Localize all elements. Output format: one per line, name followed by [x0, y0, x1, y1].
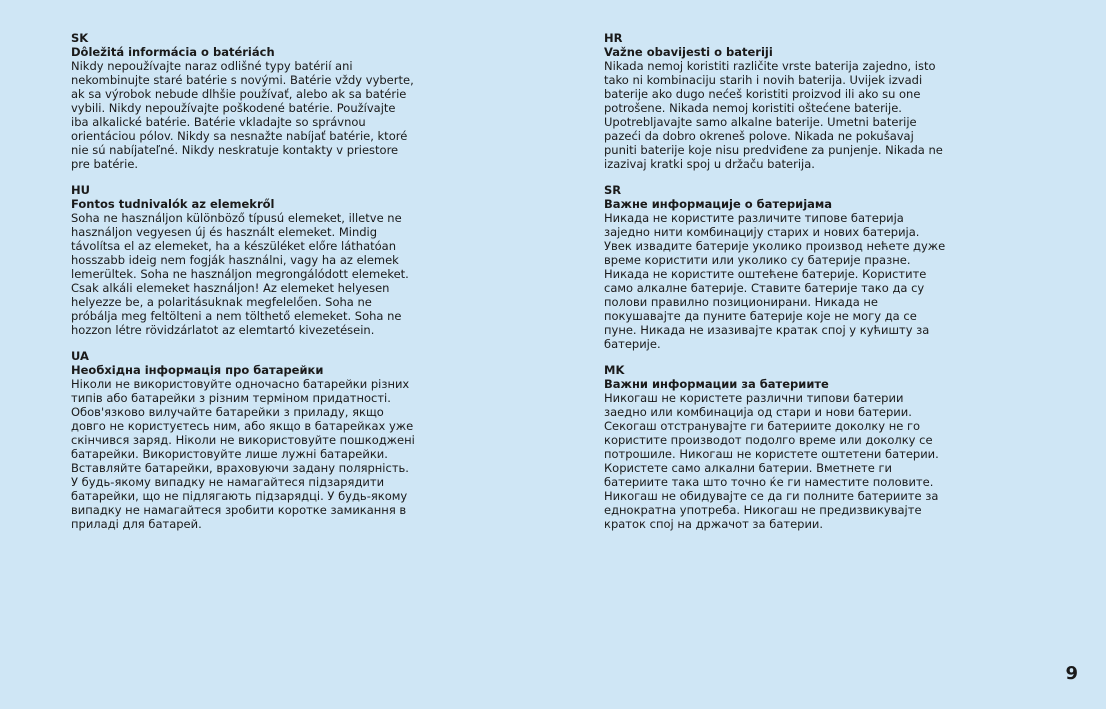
section-body: Ніколи не використовуйте одночасно батарейки різних типів або батарейки з різним терміном придатності. Обов'язково вилучайте батарейки з приладу, якщо довго не користуєтесь ним, або якщо в батарейках уже скінчився заряд. Ніколи не використовуйте пошкоджені батарейки. Використовуйте лише лужні батарейки. Вставляйте батарейки, враховуючи задану полярність. У будь-якому випадку не намагайтеся підзарядити батарейки, що не підлягають підзарядці. У будь-якому випадку не намагайтеся зробити коротке замикання в приладі для батарей.: [71, 377, 415, 531]
left-column: [71, 31, 416, 543]
language-code: SR: [604, 183, 622, 197]
page-number: 9: [1065, 663, 1078, 684]
section-heading: Važne obavijesti o bateriji: [604, 45, 773, 59]
section-body: Никогаш не користете различни типови батерии заедно или комбинација од стари и нови батерии. Секогаш отстранувајте ги батериите доколку не го користите производот подолго време или доколку се потрошиле. Никогаш не користете оштетени батерии. Користете само алкални батерии. Вметнете ги батериите така што точно ќе ги наместите половите. Никогаш не обидувајте се да ги полните батериите за еднократна употреба. Никогаш не предизвикувајте краток спој на држачот за батерии.: [604, 391, 939, 531]
section-hu: [71, 183, 416, 337]
section-heading: Dôležitá informácia o batériách: [71, 45, 275, 59]
section-body: Nikdy nepoužívajte naraz odlišné typy batérií ani nekombinujte staré batérie s novými. Batérie vždy vyberte, ak sa výrobok nebude dlhšie používať, alebo ak sa batérie vybili. Nikdy nepoužívajte poškodené batérie. Používajte iba alkalické batérie. Batérie vkladajte so správnou orientáciou pólov. Nikdy sa nesnažte nabíjať batérie, ktoré nie sú nabíjateľné. Nikdy neskratuje kontakty v priestore pre batérie.: [71, 59, 414, 171]
section-body: Soha ne használjon különböző típusú elemeket, illetve ne használjon vegyesen új és használt elemeket. Mindig távolítsa el az elemeket, ha a készüléket előre láthatóan hosszabb ideig nem fogják használni, vagy ha az elemek lemerültek. Soha ne használjon megrongálódott elemeket. Csak alkáli elemeket használjon! Az elemeket helyesen helyezze be, a polaritásuknak megfelelően. Soha ne próbálja meg feltölteni a nem tölthető elemeket. Soha ne hozzon létre rövidzárlatot az elemtartó kivezetésein.: [71, 211, 409, 337]
section-sk: [71, 31, 416, 171]
right-column: [604, 31, 949, 543]
section-heading: Необхідна інформація про батарейки: [71, 363, 324, 377]
section-body: Никада не користите различите типове батерија заједно нити комбинацију старих и нових батерија. Увек извадите батерије уколико производ нећете дуже време користити или уколико су батерије празне. Никада не користите оштећене батерије. Користите само алкалне батерије. Ставите батерије тако да су полови правилно позиционирани. Никада не покушавајте да пуните батерије које не могу да се пуне. Никада не изазивајте кратак спој у кућишту за батерије.: [604, 211, 946, 351]
section-body: Nikada nemoj koristiti različite vrste baterija zajedno, isto tako ni kombinaciju starih i novih baterija. Uvijek izvadi baterije ako dugo nećeš koristiti proizvod ili ako su one potrošene. Nikada nemoj koristiti oštećene baterije. Upotrebljavajte samo alkalne baterije. Umetni baterije pazeći da dobro okreneš polove. Nikada ne pokušavaj puniti baterije koje nisu predviđene za punjenje. Nikada ne izazivaj kratki spoj u držaču baterija.: [604, 59, 943, 171]
section-heading: Важне информације о батеријама: [604, 197, 833, 211]
language-code: MK: [604, 363, 625, 377]
language-code: SK: [71, 31, 89, 45]
language-code: HR: [604, 31, 623, 45]
section-hr: [604, 31, 949, 171]
section-heading: Fontos tudnivalók az elemekről: [71, 197, 275, 211]
section-sr: [604, 183, 949, 351]
section-heading: Важни информации за батериите: [604, 377, 829, 391]
section-ua: [71, 349, 416, 531]
language-code: HU: [71, 183, 90, 197]
language-code: UA: [71, 349, 89, 363]
section-mk: [604, 363, 949, 531]
